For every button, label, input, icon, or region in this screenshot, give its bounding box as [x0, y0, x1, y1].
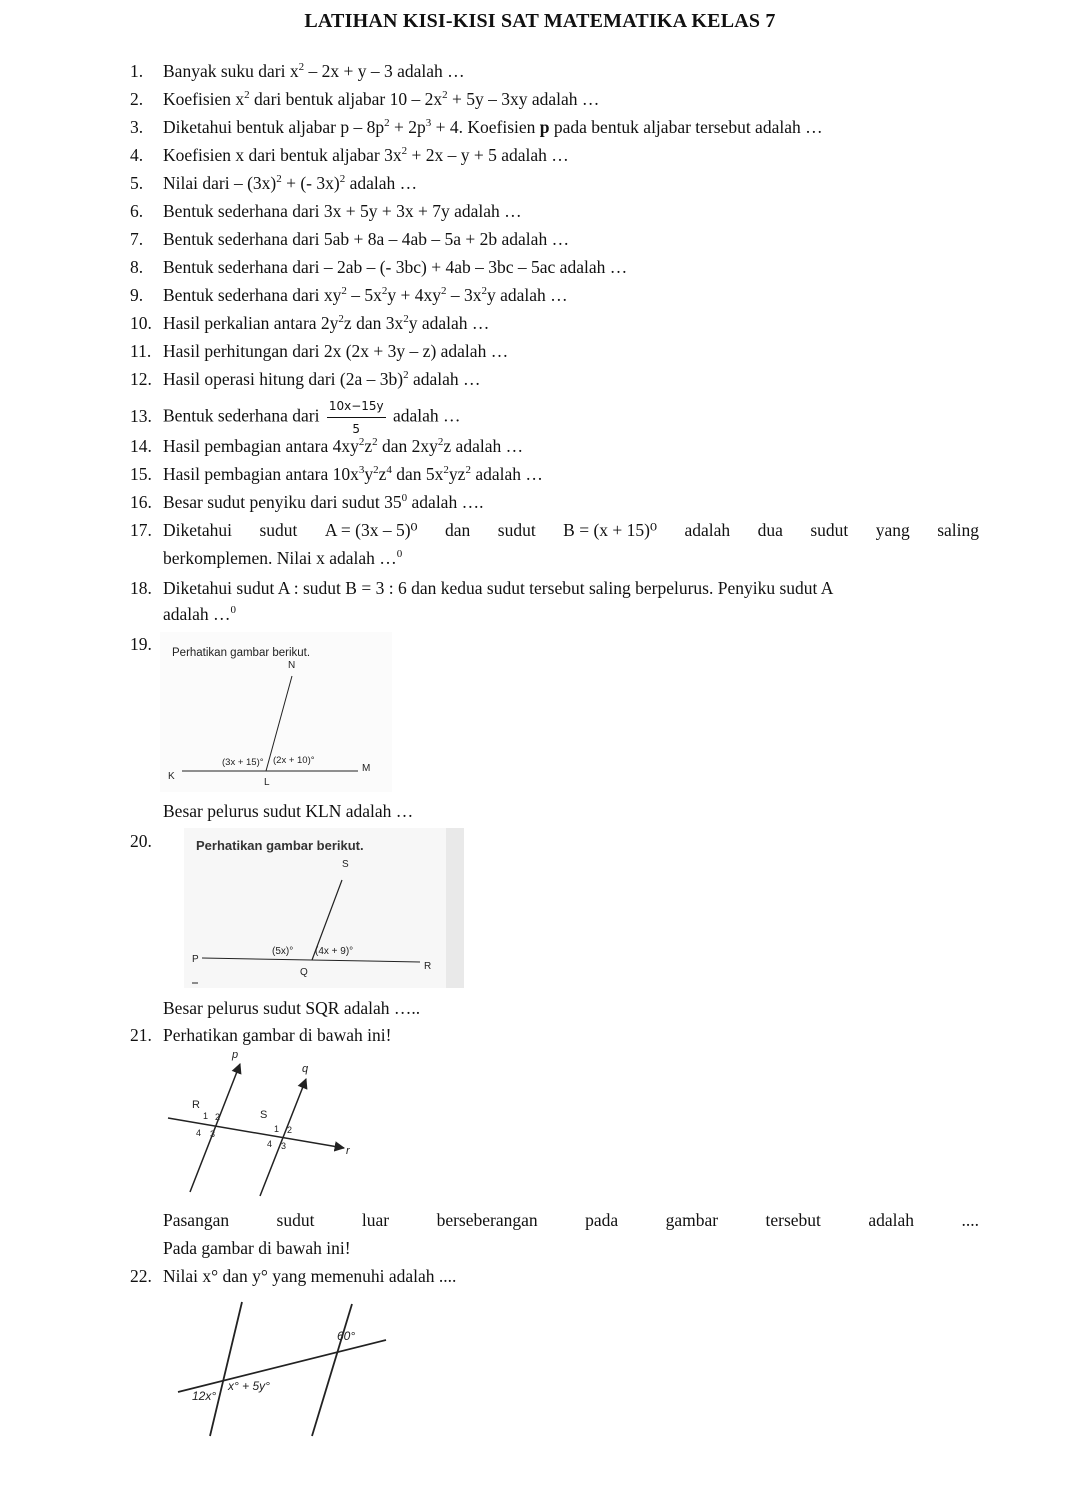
- figure-21: [160, 1046, 360, 1202]
- question-21-line2: Pada gambar di bawah ini!: [163, 1238, 351, 1258]
- transversal-right: [312, 1304, 352, 1436]
- label-p: P: [192, 954, 199, 965]
- question-6: 6. Bentuk sederhana dari 3x + 5y + 3x + 7y adalah …: [130, 201, 522, 221]
- question-11: 11. Hasil perhitungan dari 2x (2x + 3y – z) adalah …: [130, 341, 509, 361]
- svg-text:1: 1: [203, 1111, 209, 1121]
- angle-60: 60°: [337, 1329, 356, 1343]
- question-13: 13. Bentuk sederhana dari $\frac{10x-15y}{5}$ adalah …: [130, 395, 461, 440]
- question-12: 12. Hasil operasi hitung dari (2a – 3b)$^2$ adalah …: [130, 369, 481, 389]
- question-18: 18. Diketahui sudut A : sudut B = 3 : 6 dan kedua sudut tersebut saling berpelurus. Penyiku sudut A: [130, 578, 834, 598]
- crossing-line: [178, 1340, 386, 1392]
- label-R: R: [192, 1099, 200, 1111]
- question-8: 8. Bentuk sederhana dari – 2ab – (- 3bc) + 4ab – 3bc – 5ac adalah …: [130, 257, 628, 277]
- question-4: 4. Koefisien x dari bentuk aljabar $3x^2 + 2x - y + 5$ adalah …: [130, 145, 569, 165]
- figure-22: [172, 1292, 396, 1442]
- question-21-line: Pasangan sudut luar berseberangan pada gambar tersebut adalah ....: [163, 1210, 979, 1230]
- question-22: 22. Nilai x° dan y° yang memenuhi adalah ....: [130, 1266, 457, 1286]
- angle-4x9: (4x + 9)°: [315, 946, 354, 957]
- question-17-line2: berkomplemen. Nilai x adalah …$^0$: [163, 548, 403, 568]
- figure-19-caption: Perhatikan gambar berikut.: [172, 647, 311, 659]
- label-s: S: [342, 859, 349, 870]
- label-k: K: [168, 771, 175, 782]
- question-5: 5. Nilai dari – $(3x)^2$ + (- 3x)$^2$ adalah …: [130, 173, 418, 193]
- label-S: S: [260, 1109, 268, 1121]
- question-1: 1. Banyak suku dari $x^2 - 2x + y - 3$ adalah …: [130, 61, 465, 81]
- question-14: 14. Hasil pembagian antara $4xy^2z^2$ dan $2xy^2z$ adalah …: [130, 436, 524, 456]
- svg-text:1: 1: [274, 1124, 280, 1134]
- question-16: 16. Besar sudut penyiku dari sudut $35^0$ adalah ….: [130, 492, 484, 512]
- question-18-line2: adalah …$^0$: [163, 604, 237, 624]
- question-21: 21. Perhatikan gambar di bawah ini!: [130, 1025, 392, 1045]
- figure-20: [184, 828, 464, 988]
- label-l: L: [264, 777, 270, 788]
- svg-text:3: 3: [210, 1129, 216, 1139]
- question-19-number: 19.: [130, 634, 152, 654]
- figure-20-caption: Perhatikan gambar berikut.: [196, 838, 364, 853]
- question-9: 9. Bentuk sederhana dari $xy^2 - 5x^2y + 4xy^2 - 3x^2y$ adalah …: [130, 285, 568, 305]
- question-10: 10. Hasil perkalian antara $2y^2z$ dan $3x^2y$ adalah …: [130, 313, 490, 333]
- question-17-line1: Diketahui sudut A = (3x – 5)⁰ dan sudut B = (x + 15)⁰ adalah dua sudut yang saling: [163, 520, 979, 540]
- line-r: [168, 1118, 344, 1148]
- angle-x-5y: x° + 5y°: [228, 1379, 270, 1393]
- question-17-number: 17.: [130, 520, 152, 540]
- label-q: q: [302, 1063, 309, 1075]
- label-r: R: [424, 961, 432, 972]
- label-q: Q: [300, 967, 308, 978]
- label-n: N: [288, 660, 296, 671]
- angle-2x10: (2x + 10)°: [273, 755, 315, 766]
- fraction: $\frac{10x-15y}{5}$: [327, 395, 386, 440]
- svg-text:4: 4: [196, 1128, 202, 1138]
- figure-19: [160, 632, 392, 792]
- svg-text:2: 2: [215, 1112, 221, 1122]
- svg-text:3: 3: [281, 1141, 287, 1151]
- angle-3x15: (3x + 15)°: [222, 757, 264, 768]
- question-3: 3. Diketahui bentuk aljabar $p - 8p^2 + 2p^3 + 4$. Koefisien p pada bentuk aljabar tersebut adalah …: [130, 117, 823, 137]
- svg-text:4: 4: [267, 1139, 273, 1149]
- question-2: 2. Koefisien $x^2$ dari bentuk aljabar $10 - 2x^2 + 5y - 3xy$ adalah …: [130, 89, 600, 109]
- angle-5x: (5x)°: [272, 946, 294, 957]
- label-r: r: [346, 1145, 350, 1157]
- question-15: 15. Hasil pembagian antara $10x^3y^2z^4$ dan $5x^2yz^2$ adalah …: [130, 464, 543, 484]
- question-20-text: Besar pelurus sudut SQR adalah …..: [163, 998, 421, 1018]
- question-19-text: Besar pelurus sudut KLN adalah …: [163, 801, 414, 821]
- label-p: p: [232, 1049, 239, 1061]
- transversal-left: [210, 1302, 242, 1436]
- question-20-number: 20.: [130, 831, 152, 851]
- svg-text:2: 2: [287, 1125, 293, 1135]
- question-7: 7. Bentuk sederhana dari 5ab + 8a – 4ab – 5a + 2b adalah …: [130, 229, 570, 249]
- label-m: M: [362, 763, 371, 774]
- angle-12x: 12x°: [192, 1389, 217, 1403]
- page-title: LATIHAN KISI-KISI SAT MATEMATIKA KELAS 7: [304, 10, 776, 32]
